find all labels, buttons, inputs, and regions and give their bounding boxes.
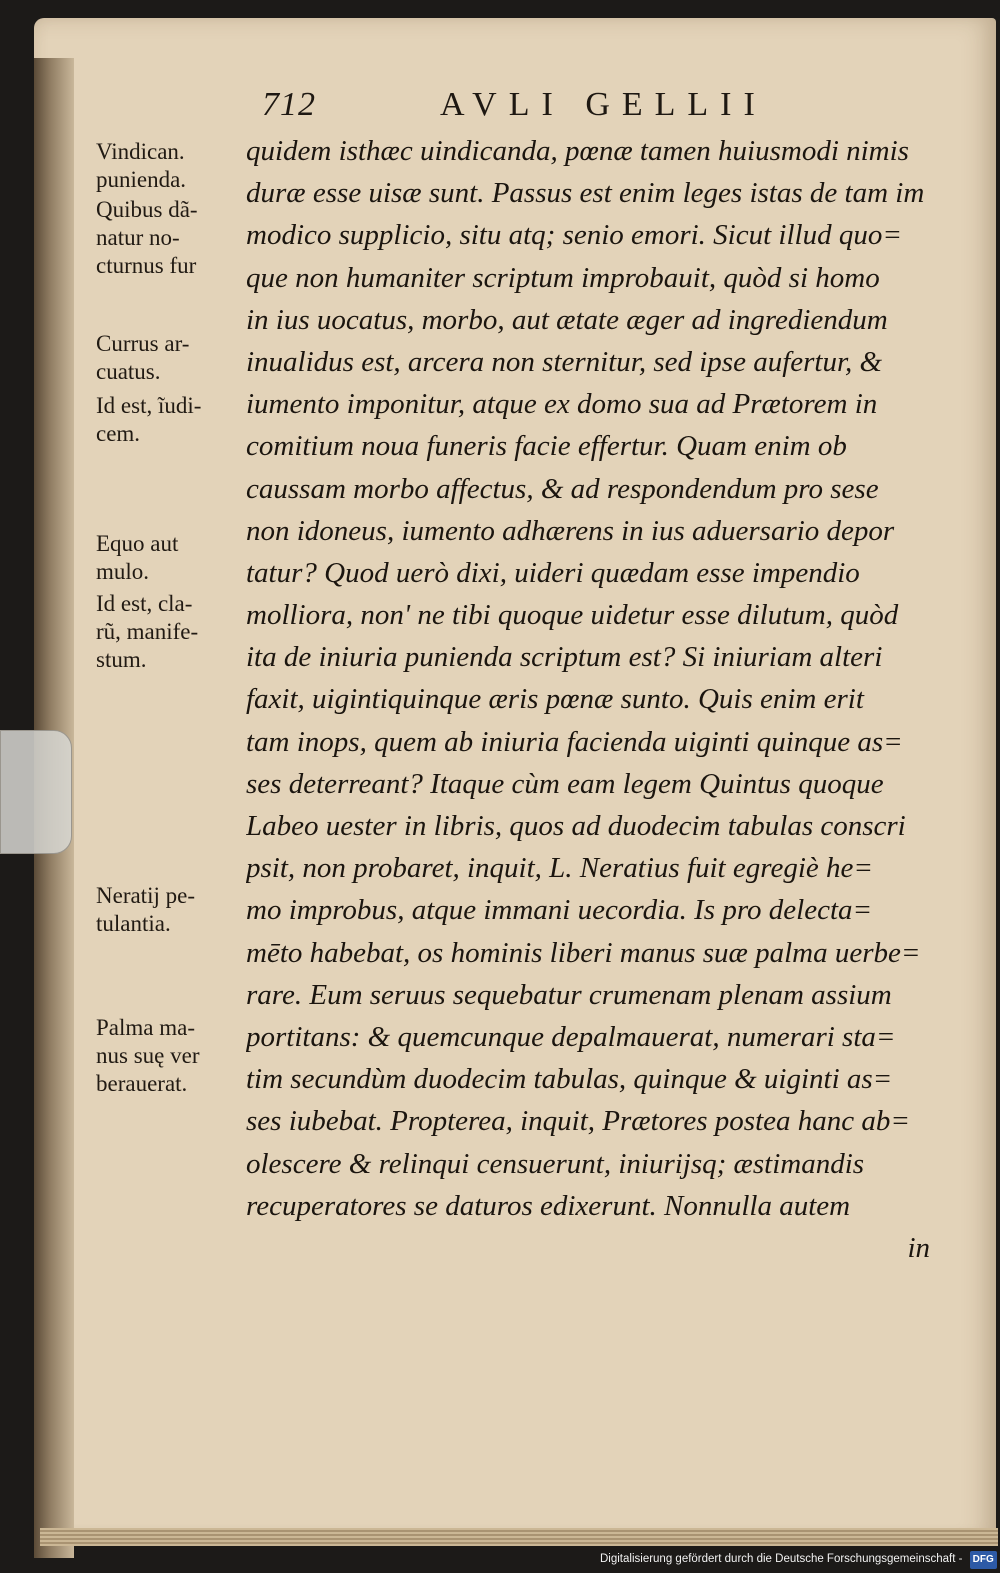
text-line: comitium noua funeris facie effertur. Quam enim ob (246, 430, 847, 463)
text-line: inualidus est, arcera non sternitur, sed ipse aufertur, & (246, 345, 883, 378)
marginal-note: Vindican. punienda. (96, 139, 187, 192)
marginal-note: Palma ma- nus suę ver berauerat. (96, 1015, 200, 1096)
text-line: tatur? Quod uerò dixi, uideri quædam esse impendio (246, 556, 860, 589)
text-line: in ius uocatus, morbo, aut ætate æger ad ingrediendum (246, 303, 888, 336)
text-line: mo improbus, atque immani uecordia. Is pro delecta= (246, 894, 873, 927)
text-line: recuperatores se daturos edixerunt. Nonnulla autem (246, 1189, 851, 1222)
running-head (262, 86, 902, 128)
marginal-note: Quibus dã- natur no- c͏turnus fur (96, 197, 198, 278)
page-edges (40, 1528, 998, 1546)
dfg-logo: DFG (970, 1551, 997, 1569)
running-title: AVLI GELLII (440, 86, 767, 123)
marginal-note: Equo aut mulo. (96, 531, 179, 584)
text-line: modico supplicio, situ atq; senio emori. Sicut illud quo= (246, 219, 902, 252)
text-line: iumento imponitur, atque ex domo sua ad Prætorem in (246, 388, 878, 421)
text-line: faxit, uigintiquinque æris pœnæ sunto. Quis enim erit (246, 683, 864, 716)
text-line: psit, non probaret, inquit, L. Neratius fuit egregiè he= (246, 852, 873, 885)
text-line: ses iubebat. Propterea, inquit, Prætores postea hanc ab= (246, 1105, 910, 1138)
body-text (246, 130, 942, 1269)
page-clip (0, 730, 72, 854)
text-line: rare. Eum seruus sequebatur crumenam plenam assium (246, 978, 892, 1011)
text-line: molliora, non' ne tibi quoque uidetur esse dilutum, quòd (246, 599, 899, 632)
text-line: que non humaniter scriptum improbauit, quòd si homo (246, 261, 880, 294)
marginal-note: Id est, cla- rũ, manife- stum. (96, 591, 199, 672)
page-number: 712 (262, 86, 316, 123)
text-line: tam inops, quem ab iniuria facienda uiginti quinque as= (246, 725, 903, 758)
credit-text: Digitalisierung gefördert durch die Deutsche Forschungsgemeinschaft - (600, 1553, 963, 1565)
text-line: Labeo uester in libris, quos ad duodecim tabulas conscri (246, 810, 906, 842)
digitization-credit (600, 1550, 997, 1568)
marginal-note: Neratij pe- tulantia. (96, 883, 195, 936)
text-line: olescere & relinqui censuerunt, iniurijsq; æstimandis (246, 1147, 865, 1180)
text-line: caussam morbo affectus, & ad respondendum pro sese (246, 472, 879, 505)
text-line: non idoneus, iumento adhærens in ius aduersario depor (246, 514, 895, 547)
text-line: ita de iniuria punienda scriptum est? Si iniuriam alteri (246, 641, 883, 674)
marginal-note: Id est, ĩudi- cem. (96, 393, 202, 446)
text-line: tim secundùm duodecim tabulas, quinque & uiginti as= (246, 1063, 893, 1096)
text-line: portitans: & quemcunque depalmauerat, numerari sta= (246, 1020, 896, 1053)
text-line: mēto habebat, os hominis liberi manus suæ palma uerbe= (246, 936, 921, 969)
text-line: quidem isthæc uindicanda, pœnæ tamen huiusmodi nimis (246, 135, 909, 167)
marginal-note: Currus ar- cuatus. (96, 331, 190, 384)
text-line: duræ esse uisæ sunt. Passus est enim leges istas de tam im (246, 177, 925, 210)
text-line: ses deterreant? Itaque cùm eam legem Quintus quoque (246, 767, 884, 800)
catchword: in (907, 1231, 930, 1264)
